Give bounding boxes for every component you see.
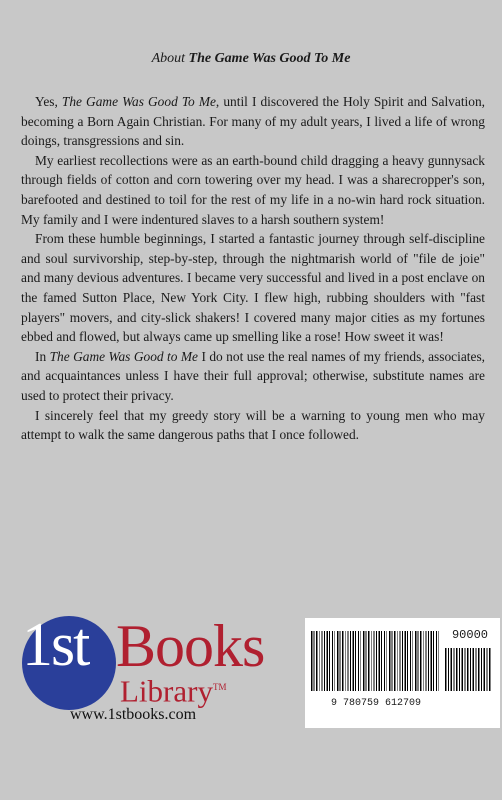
about-heading (0, 51, 502, 67)
synopsis-paragraph (21, 92, 485, 151)
heading-title: The Game Was Good To Me (188, 51, 351, 66)
paragraph-text: My earliest recollections were as an earth-bound child dragging a heavy gunnysack through fields of cotton and corn towering over my head. I was a sharecropper's son, barefooted and destined to toil for the rest of my life in a no-win hard rock situation. My family and I were indentured slaves to a harsh southern system! (21, 152, 485, 227)
synopsis-text (21, 92, 485, 445)
synopsis-paragraph (21, 229, 485, 347)
barcode-price-code: 90000 (451, 628, 488, 642)
book-title-inline: The Game Was Good to Me (49, 348, 198, 364)
heading-prefix: About (151, 51, 189, 66)
barcode-bars-main (311, 631, 439, 691)
paragraph-text: Yes, (35, 94, 62, 109)
paragraph-text: From these humble beginnings, I started a fantastic journey through self-discipline and soul survivorship, step-by-step, through the nightmarish world of "file de joie" and many devious adventures. I became very successful and lived in a post enclave on the famed Sutton Place, New York City. I flew high, rubbing shoulders with "fast players" movers, and city-slick shakers! I covered many major cities as my fortunes ebbed and flowed, but always came up smelling like a rose! How sweet it was! (21, 231, 485, 345)
book-title-inline: The Game Was Good To Me (61, 94, 216, 109)
logo-library-text: Library™ (120, 673, 227, 709)
paragraph-text: , until I discovered the Holy Spirit and Salvation, becoming a Born Again Christian. For many of my adult years, I lived a life of wrong doings, transgressions and sin. (21, 94, 485, 149)
synopsis-paragraph (21, 151, 485, 229)
synopsis-paragraph (21, 406, 485, 445)
paragraph-text: I do not use the real names of my friends, associates, and acquaintances unless I have their full approval; otherwise, substitute names are used to protect their privacy. (21, 348, 485, 403)
synopsis-paragraph (21, 347, 485, 406)
logo-1st-text: 1st (22, 611, 89, 679)
barcode-bars-price (445, 648, 491, 691)
barcode-isbn-number: 9 780759 612709 (330, 698, 421, 709)
isbn-barcode (305, 618, 500, 728)
paragraph-text: I sincerely feel that my greedy story will be a warning to young men who may attempt to walk the same dangerous paths that I once followed. (21, 407, 485, 443)
publisher-url: www.1stbooks.com (70, 706, 197, 723)
logo-books-text: Books (116, 613, 265, 679)
paragraph-text: In (35, 348, 50, 364)
